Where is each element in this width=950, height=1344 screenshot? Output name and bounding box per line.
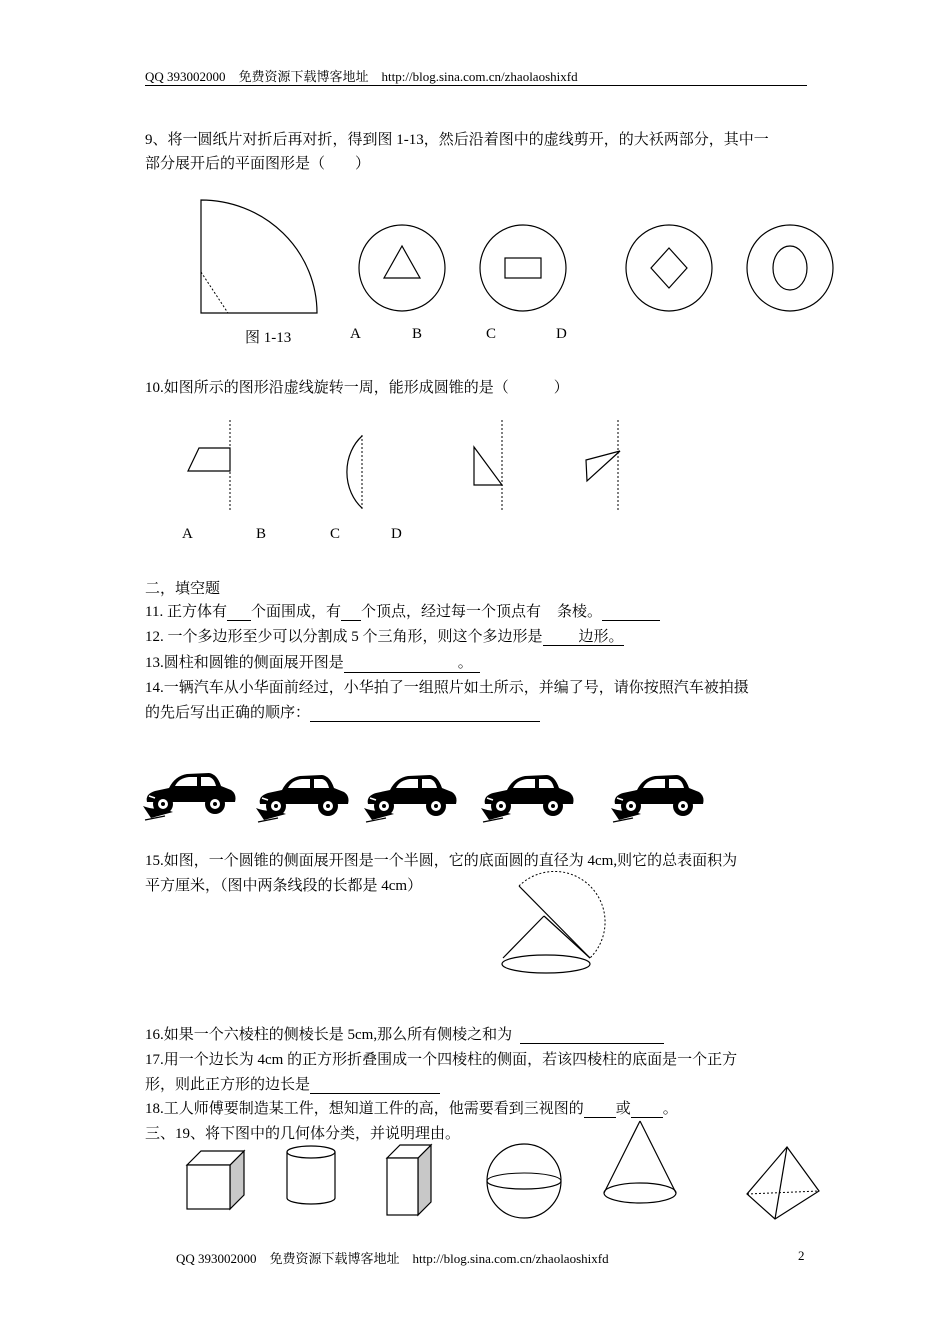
car-photo-3 [364,775,457,822]
q17-blank[interactable] [310,1077,440,1094]
q10-option-a: A [182,526,193,542]
q18: 18.工人师傅要制造某工件，想知道工件的高，他需要看到三视图的 或 。 [145,1101,678,1117]
q16: 16.如果一个六棱柱的侧棱长是 5cm,那么所有侧棱之和为 [145,1023,664,1044]
q10-text: 10.如图所示的图形沿虚线旋转一周，能形成圆锥的是（ ） [145,380,569,396]
q10-figure-a-trapezoid [188,420,230,510]
cone-solid [604,1121,676,1203]
cylinder-solid [287,1146,335,1204]
q9-option-d: D [556,326,567,342]
q9-option-b: B [412,326,423,342]
q14-line2: 的先后写出正确的顺序： [145,701,540,722]
q11: 11. 正方体有 个面围成，有 个顶点，经过每一个顶点有 条棱。 [145,600,660,621]
q14-blank[interactable] [310,705,540,722]
car-photo-5 [611,775,704,822]
option-b-circle-rectangle [480,225,566,311]
fig-1-13-caption: 图 1-13 [245,330,292,346]
page-number: 2 [798,1248,805,1263]
tetrahedron-solid [747,1147,819,1219]
option-c-circle-diamond [626,225,712,311]
q17-line2: 形，则此正方形的边长是 [145,1073,440,1094]
q12: 12. 一个多边形至少可以分割成 5 个三角形，则这个多边形是 边形。 [145,629,624,645]
car-photo-2 [256,775,349,822]
q9-line2: 部分展开后的平面图形是（ ） [145,156,371,172]
q9-option-a: A [350,326,361,342]
q13-blank[interactable] [344,656,458,673]
q19-solids [0,1115,950,1210]
q12-blank[interactable] [543,629,579,646]
q10-option-c: C [330,526,341,542]
q14-line1: 14.一辆汽车从小华面前经过，小华拍了一组照片如土所示，并编了号，请你按照汽车被拍摄 [145,680,749,696]
q11-blank-edges[interactable] [602,604,660,621]
car-photo-4 [481,775,574,822]
q10-figure-b-semicircle [347,435,362,510]
section3-title: 三、19、将下图中的几何体分类，并说明理由。 [145,1126,461,1142]
q10-figures [0,420,950,520]
q17-line1: 17.用一个边长为 4cm 的正方形折叠围成一个四棱柱的侧面，若该四棱柱的底面是一个正方 [145,1052,738,1068]
car-photos [0,760,950,830]
header-rule [145,85,807,86]
option-d-circle-ellipse [747,225,833,311]
quarter-circle-figure [201,200,317,313]
cube-solid [187,1151,244,1209]
q13: 13.圆柱和圆锥的侧面展开图是 。 [145,651,480,673]
page-footer: QQ 393002000 免费资源下载博客地址 http://blog.sina.com.cn/zhaolaoshixfd [176,1251,609,1266]
option-a-circle-triangle [359,225,445,311]
q11-blank-vertices[interactable] [341,604,361,621]
car-photo-1 [143,773,236,820]
q10-figure-d-triangle [586,420,620,510]
q10-option-b: B [256,526,267,542]
prism-solid [387,1145,431,1215]
q16-blank[interactable] [520,1027,664,1044]
q9-option-c: C [486,326,497,342]
q15-line1: 15.如图，一个圆锥的侧面展开图是一个半圆，它的底面圆的直径为 4cm,则它的总表面积为 [145,853,738,869]
section2-title: 二，填空题 [145,581,221,597]
q10-figure-c-right-triangle [474,420,502,510]
page-header: QQ 393002000 免费资源下载博客地址 http://blog.sina.com.cn/zhaolaoshixfd [145,69,578,84]
q15-line2: 平方厘米，（图中两条线段的长都是 4cm） [145,878,423,894]
q9-figures [0,190,950,370]
sphere-solid [487,1144,561,1218]
q15-cone-figure [0,880,950,990]
q10-option-d: D [391,526,402,542]
q11-blank-faces[interactable] [227,604,251,621]
q9-line1: 9、将一圆纸片对折后再对折，得到图 1-13，然后沿着图中的虚线剪开，的大袄两部分，其中一 [145,132,769,148]
